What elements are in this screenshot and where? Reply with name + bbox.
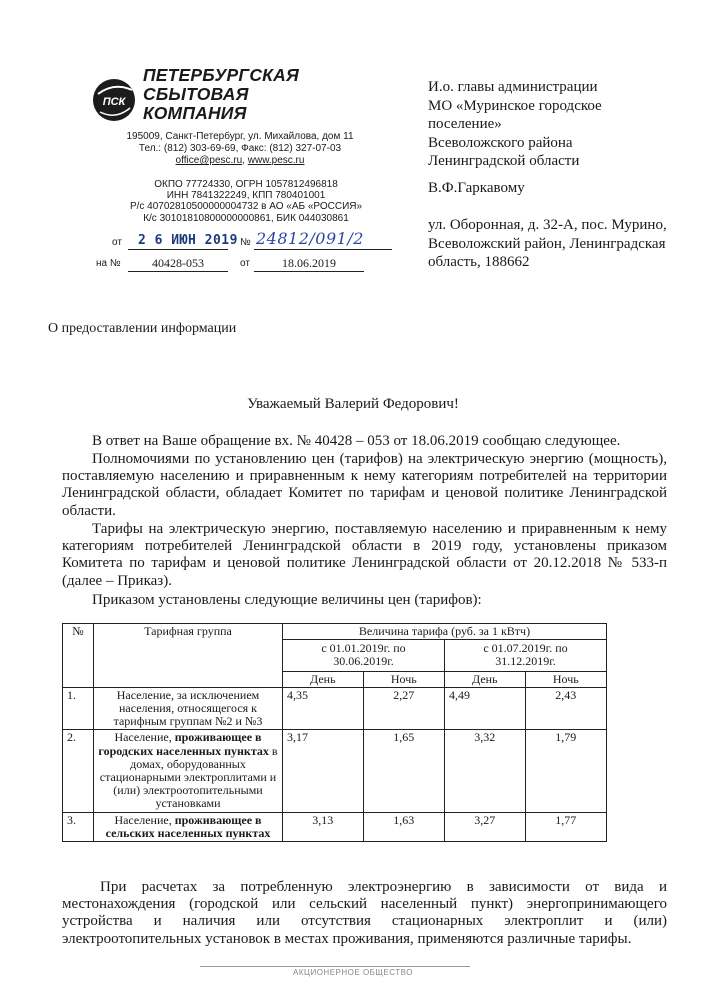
reply-date-line bbox=[254, 271, 364, 272]
date-line bbox=[128, 249, 228, 250]
table-header-row bbox=[63, 624, 607, 640]
sender-web: office@pesc.ru, www.pesc.ru bbox=[175, 155, 305, 167]
header-night: Ночь bbox=[525, 671, 606, 687]
number-label: № bbox=[240, 237, 251, 248]
sender-contacts bbox=[110, 131, 370, 168]
recipient-line: Всеволожского района bbox=[428, 134, 573, 151]
reply-from-label: от bbox=[240, 258, 250, 269]
table-row bbox=[63, 730, 607, 812]
row-num: 1. bbox=[63, 687, 94, 730]
row-day-1: 3,13 bbox=[283, 812, 364, 841]
group-text: Население, bbox=[114, 812, 175, 827]
group-text-bold: проживающее в городских населенных пунктах bbox=[98, 730, 269, 758]
header-day: День bbox=[444, 671, 525, 687]
address-line: область, 188662 bbox=[428, 254, 530, 271]
row-night-1: 1,65 bbox=[363, 730, 444, 812]
recipient-line: И.о. главы администрации bbox=[428, 79, 598, 95]
website-link[interactable]: www.pesc.ru bbox=[247, 155, 305, 167]
company-name bbox=[143, 66, 343, 123]
paragraph-4-text: Приказом установлены следующие величины цен (тарифов): bbox=[92, 592, 482, 608]
recipient-line: Ленинградской области bbox=[428, 153, 580, 170]
header-night: Ночь bbox=[363, 671, 444, 687]
paragraph-3-text: Тарифы на электрическую энергию, поставляемую населению и приравненным к нему категориям потребителей Ленинградской области в 2019 году, установлены приказом Комитета по тарифам и ценовой политике Ленинградской области от 20.12.2018 № 533-п (далее – Приказ). bbox=[62, 521, 667, 589]
row-night-1: 1,63 bbox=[363, 812, 444, 841]
outgoing-number: 24812/091/2 bbox=[256, 229, 364, 248]
group-text: Население, bbox=[114, 730, 175, 745]
inn-kpp: ИНН 7841322249, КПП 780401001 bbox=[166, 190, 326, 202]
from-label: от bbox=[112, 237, 122, 248]
row-night-1: 2,27 bbox=[363, 687, 444, 730]
paragraph-5 bbox=[62, 879, 667, 948]
table-row bbox=[63, 687, 607, 730]
paragraph-2-text: Полномочиями по установлению цен (тарифов) на электрическую энергию (мощность), поставляемую населению и приравненным к нему категориям потребителей на территории Ленинградской области, обладает Комитет по тарифам и ценовой политике Ленинградской области. bbox=[62, 451, 667, 519]
sender-phone: Тел.: (812) 303-69-69, Факс: (812) 327-07-03 bbox=[138, 143, 342, 155]
recipient-line: поселение» bbox=[428, 116, 502, 133]
header-num: № bbox=[63, 624, 94, 688]
address-line: ул. Оборонная, д. 32-А, пос. Мурино, bbox=[428, 217, 667, 233]
row-day-2: 4,49 bbox=[444, 687, 525, 730]
sender-requisites bbox=[96, 179, 396, 224]
header-tariff: Величина тарифа (руб. за 1 кВтч) bbox=[283, 624, 607, 640]
date-stamp: 2 6 ИЮН 2019 bbox=[138, 233, 238, 248]
address-line: Всеволожский район, Ленинградская bbox=[428, 235, 666, 252]
table-row bbox=[63, 812, 607, 841]
footer-divider bbox=[200, 966, 470, 967]
row-night-2: 1,77 bbox=[525, 812, 606, 841]
reply-number: 40428-053 bbox=[152, 256, 204, 270]
recipient-address bbox=[428, 216, 698, 272]
number-line bbox=[254, 249, 392, 250]
company-logo-icon bbox=[92, 78, 136, 122]
bank-account: Р/с 40702810500000004732 в АО «АБ «РОССИЯ» bbox=[129, 201, 363, 213]
row-group bbox=[94, 687, 283, 730]
logo-text: ПСК bbox=[102, 96, 126, 108]
okpo-ogrn: ОКПО 77724330, ОГРН 1057812496818 bbox=[154, 179, 338, 190]
header-group: Тарифная группа bbox=[94, 624, 283, 688]
paragraph-5-text: При расчетах за потребленную электроэнергию в зависимости от вида и местонахождения (городской или сельский населенный пункт) энергопринимающего устройства и наличия или отсутствия стационарных электроплит и (или) электроотопительных установок в местах проживания, применяются различные тарифы. bbox=[62, 879, 667, 947]
footer-label: АКЦИОНЕРНОЕ ОБЩЕСТВО bbox=[293, 968, 413, 977]
salutation: Уважаемый Валерий Федорович! bbox=[247, 396, 459, 412]
group-text: Население, за исключением населения, относящегося к тарифным группам №2 и №3 bbox=[113, 687, 263, 729]
reply-label: на № bbox=[96, 258, 121, 269]
row-day-1: 4,35 bbox=[283, 687, 364, 730]
recipient-block bbox=[428, 78, 698, 171]
row-day-2: 3,27 bbox=[444, 812, 525, 841]
paragraph-4 bbox=[62, 592, 667, 609]
paragraph-2 bbox=[62, 451, 667, 520]
company-name-line: ПЕТЕРБУРГСКАЯ bbox=[143, 65, 299, 85]
company-name-line: СБЫТОВАЯ bbox=[143, 84, 249, 104]
email-link[interactable]: office@pesc.ru bbox=[175, 155, 243, 167]
header-period-2: с 01.07.2019г. по 31.12.2019г. bbox=[444, 640, 606, 671]
row-day-2: 3,32 bbox=[444, 730, 525, 812]
row-night-2: 2,43 bbox=[525, 687, 606, 730]
row-group bbox=[94, 730, 283, 812]
company-name-line: КОМПАНИЯ bbox=[143, 103, 247, 123]
row-num: 3. bbox=[63, 812, 94, 841]
row-day-1: 3,17 bbox=[283, 730, 364, 812]
tariff-table bbox=[62, 623, 607, 842]
row-num: 2. bbox=[63, 730, 94, 812]
sender-address: 195009, Санкт-Петербург, ул. Михайлова, дом 11 bbox=[126, 131, 354, 142]
recipient-name: В.Ф.Гаркавому bbox=[428, 180, 525, 196]
paragraph-3 bbox=[62, 521, 667, 590]
reply-date: 18.06.2019 bbox=[282, 256, 336, 270]
paragraph-1-text: В ответ на Ваше обращение вх. № 40428 – 053 от 18.06.2019 сообщаю следующее. bbox=[92, 433, 621, 449]
header-day: День bbox=[283, 671, 364, 687]
recipient-line: МО «Муринское городское bbox=[428, 97, 602, 114]
corr-account: К/с 30101810800000000861, БИК 044030861 bbox=[143, 212, 349, 224]
reply-number-line bbox=[128, 271, 228, 272]
row-night-2: 1,79 bbox=[525, 730, 606, 812]
row-group bbox=[94, 812, 283, 841]
group-text-tail: в домах, оборудованных стационарными электроплитами и (или) электроотопительными установками bbox=[99, 743, 278, 811]
letter-subject: О предоставлении информации bbox=[48, 321, 237, 336]
header-period-1: с 01.01.2019г. по 30.06.2019г. bbox=[283, 640, 445, 671]
group-text-bold: проживающее в сельских населенных пунктах bbox=[105, 812, 271, 840]
paragraph-1 bbox=[62, 433, 667, 450]
